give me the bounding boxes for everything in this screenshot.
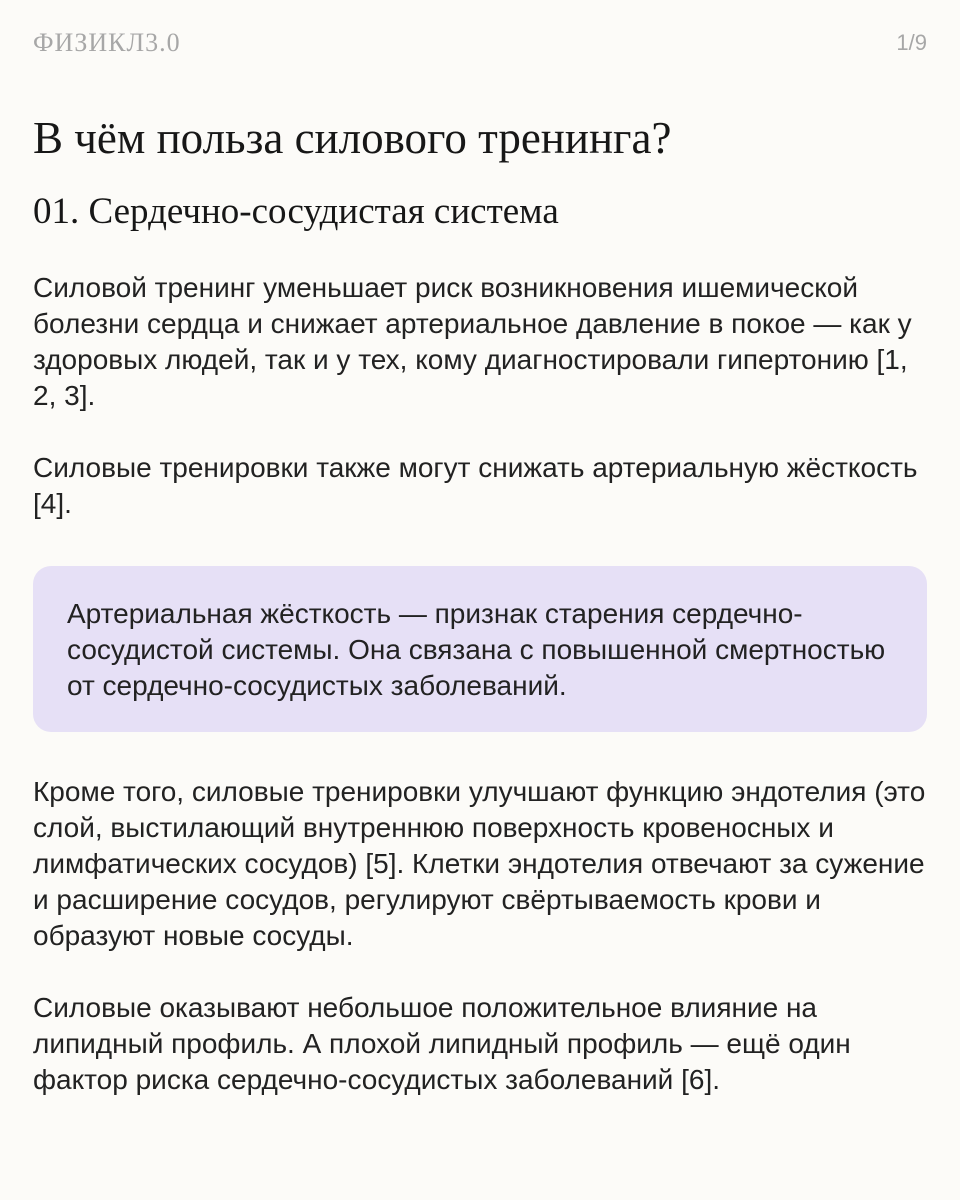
section-title: 01. Сердечно-сосудистая система <box>33 191 559 232</box>
info-note-text: Артериальная жёсткость — признак старения сердечно-сосудистой системы. Она связана с повышенной смертностью от сердечно-сосудистых заболеваний. <box>67 598 886 701</box>
paragraph-heart-risk: Силовой тренинг уменьшает риск возникновения ишемической болезни сердца и снижает артериальное давление в покое — как у здоровых людей, так и у тех, кому диагностировали гипертонию [1, 2, 3]. <box>33 272 912 411</box>
page-counter: 1/9 <box>896 30 927 55</box>
page-title: В чём польза силового тренинга? <box>33 113 672 163</box>
brand-logo: ФИЗИКЛ3.0 <box>33 28 181 57</box>
paragraph-arterial-stiffness: Силовые тренировки также могут снижать артериальную жёсткость [4]. <box>33 452 918 519</box>
paragraph-endothelium: Кроме того, силовые тренировки улучшают функцию эндотелия (это слой, выстилающий внутреннюю поверхность кровеносных и лимфатических сосудов) [5]. Клетки эндотелия отвечают за сужение и расширение сосудов, регулируют свёртываемость крови и образуют новые сосуды. <box>33 776 926 951</box>
article-content <box>33 112 927 1098</box>
info-note <box>33 566 927 732</box>
top-bar <box>33 28 927 58</box>
paragraph-lipid-profile: Силовые оказывают небольшое положительное влияние на липидный профиль. А плохой липидный профиль — ещё один фактор риска сердечно-сосудистых заболеваний [6]. <box>33 992 851 1095</box>
